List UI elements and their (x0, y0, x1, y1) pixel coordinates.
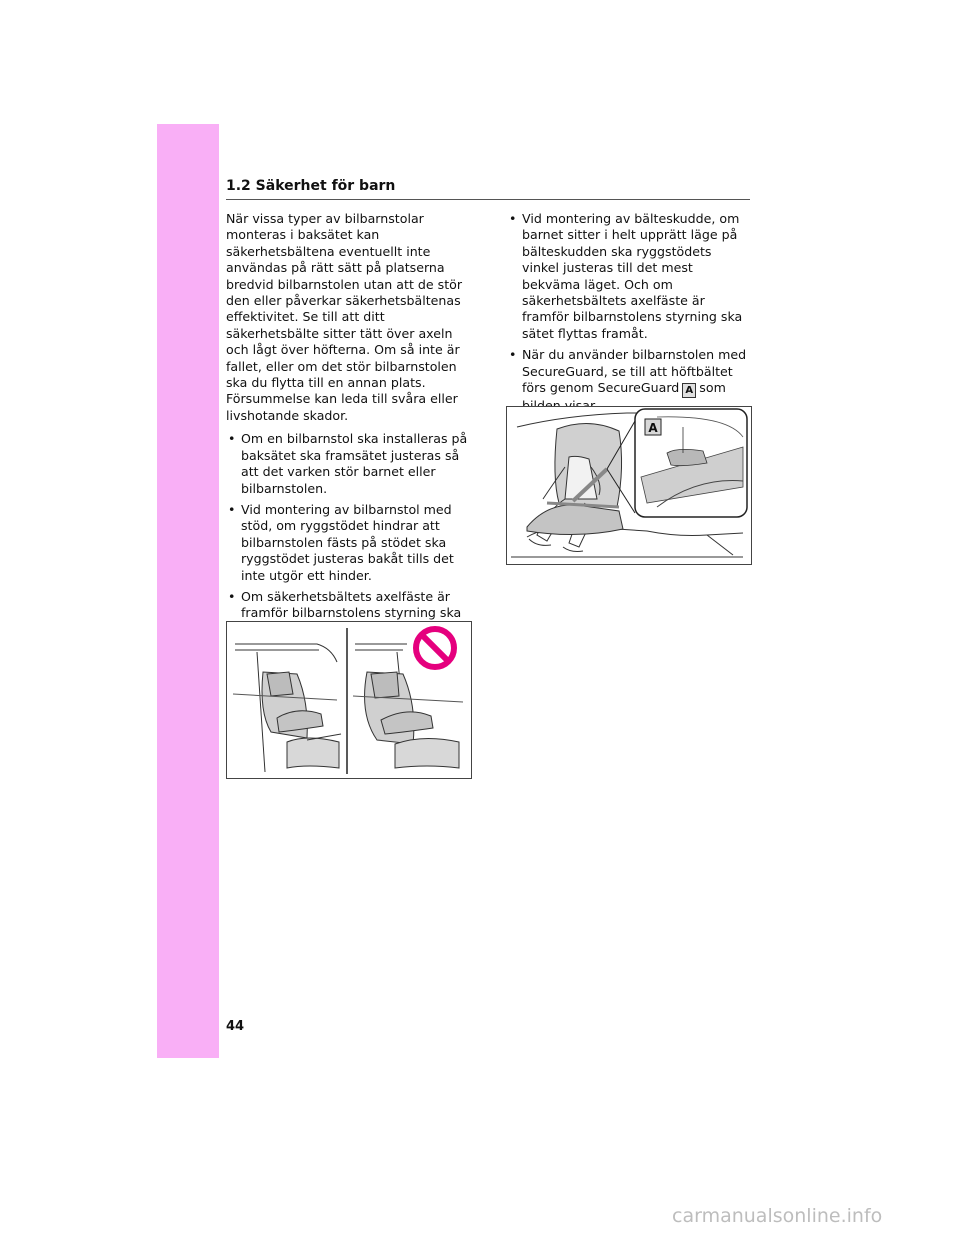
bullet-text: När du använder bilbarnstolen med SecureGuard, se till att höftbältet förs genom SecureGuard (522, 347, 747, 396)
correct-panel (233, 644, 341, 772)
bullet-text: som (699, 380, 726, 396)
watermark: carmanualsonline.info (672, 1205, 883, 1227)
callout-label-text: A (648, 421, 658, 435)
page-number: 44 (226, 1019, 245, 1034)
left-text-column (226, 211, 476, 643)
section-title: 1.2 Säkerhet för barn (226, 178, 396, 194)
bullet-item: • Om en bilbarnstol ska installeras på baksätet ska framsätet justeras så att det varken stör barnet eller bilbarnstolen. (226, 431, 476, 497)
intro-paragraph: När vissa typer av bilbarnstolar monteras i baksätet kan säkerhetsbältena eventuellt inte användas på rätt sätt på platserna bredvid bilbarnstolen utan att de stör den eller påverkar säkerhetsbältenas effektivitet. Se till att ditt säkerhetsbälte sitter tätt över axeln och lågt över höfterna. Om så inte är fallet, eller om det stör bilbarnstolen ska du flytta till en annan plats. Försummelse kan leda till svåra eller livshotande skador. (226, 211, 463, 423)
right-text-column (507, 211, 752, 419)
bullet-item (507, 347, 752, 414)
bullet-item: • Om säkerhetsbältets axelfäste är framför bilbarnstolens styrning ska (226, 589, 476, 638)
secureguard-label-a: A (682, 383, 696, 398)
seat-adjustment-illustration (226, 621, 472, 779)
secureguard-illustration (506, 406, 752, 565)
secureguard-drawing (507, 407, 751, 564)
bullet-item: • Vid montering av bilbarnstol med stöd, om ryggstödet hindrar att bilbarnstolen fästs på stödet ska ryggstödet justeras bakåt tills det inte utgör ett hinder. (226, 502, 476, 584)
bullet-item: • Vid montering av bälteskudde, om barnet sitter i helt upprätt läge på bälteskudden ska ryggstödets vinkel justeras till det mest bekväma läget. Och om säkerhetsbältets axelfäste är framför bilbarnstolens styrning ska sätet flyttas framåt. (507, 211, 752, 342)
callout-label-a (645, 419, 661, 435)
right-bullet-list (507, 211, 752, 414)
title-divider (226, 199, 750, 200)
seat-adjustment-drawing (227, 622, 471, 778)
left-bullet-list (226, 431, 476, 638)
prohibition-sign-icon (416, 629, 454, 667)
chapter-side-tab (157, 124, 219, 1058)
